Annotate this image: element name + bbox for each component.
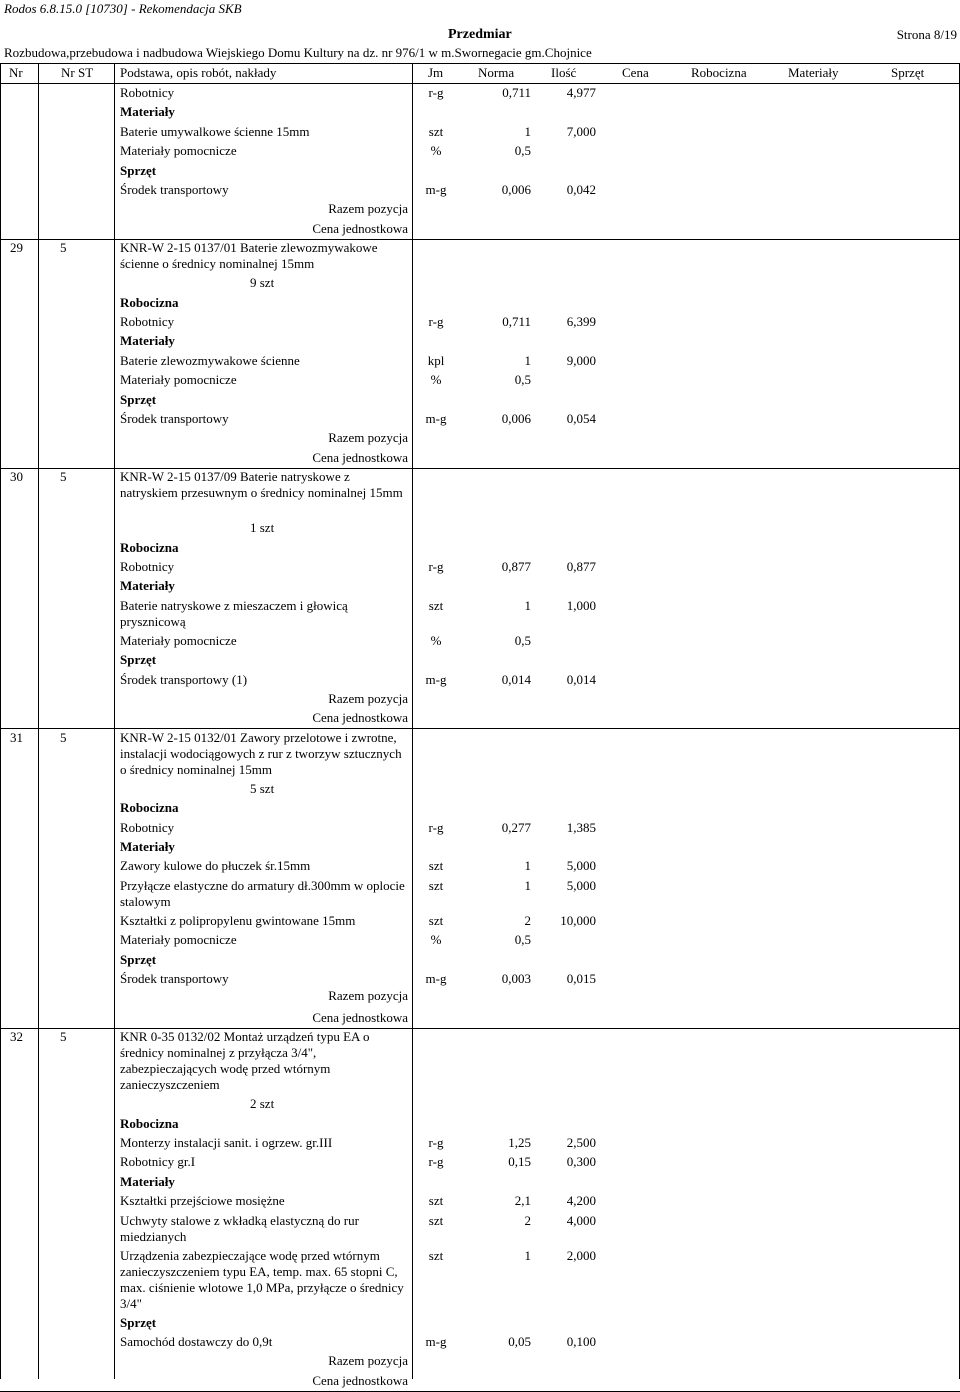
quantity-value: 5,000 <box>566 877 596 893</box>
col-header-jm: Jm <box>428 65 444 80</box>
norm-value: 0,014 <box>501 671 531 687</box>
resource-name: Robotnicy <box>120 819 175 835</box>
norm-value: 1 <box>524 352 531 368</box>
unit: r-g <box>428 819 444 835</box>
col-divider <box>412 63 413 1379</box>
quantity-value: 6,399 <box>566 314 596 329</box>
quantity-value: 4,200 <box>566 1193 596 1209</box>
position-quantity: 1 szt <box>250 520 275 536</box>
quantity-value: 1,385 <box>566 819 596 835</box>
position-st: 5 <box>60 1029 67 1045</box>
resource-name: Baterie natryskowe z mieszaczem i głowicą prysznicową <box>120 597 348 629</box>
table-top-border <box>0 63 960 64</box>
table-header-border <box>0 83 960 84</box>
quantity-value: 9,000 <box>566 352 596 368</box>
section-label: Sprzęt <box>120 162 157 178</box>
norm-value: 0,5 <box>514 143 531 159</box>
quantity-value: 1,000 <box>566 597 596 613</box>
summary-label: Razem pozycja <box>328 201 408 217</box>
resource-name: Zawory kulowe do płuczek śr.15mm <box>120 858 311 874</box>
norm-value: 0,15 <box>508 1154 531 1170</box>
col-header-sprzet: Sprzęt <box>891 65 925 80</box>
norm-value: 1 <box>524 123 531 139</box>
quantity-value: 0,100 <box>566 1334 596 1349</box>
unit: kpl <box>427 352 445 368</box>
unit: % <box>430 932 442 948</box>
unit: r-g <box>428 559 444 574</box>
norm-value: 0,711 <box>502 314 531 329</box>
quantity-value: 4,000 <box>566 1212 596 1228</box>
col-header-nr: Nr <box>9 65 23 80</box>
col-header-description: Podstawa, opis robót, nakłady <box>120 65 277 80</box>
unit: % <box>430 372 442 388</box>
quantity-value: 0,054 <box>566 411 596 426</box>
resource-name: Robotnicy <box>120 85 175 100</box>
col-divider <box>114 63 115 1379</box>
position-quantity: 5 szt <box>250 780 275 796</box>
norm-value: 0,277 <box>501 819 531 835</box>
resource-name: Przyłącze elastyczne do armatury dł.300mm w oplocie stalowym <box>120 877 405 909</box>
section-label: Materiały <box>120 839 175 854</box>
quantity-value: 2,000 <box>566 1247 596 1263</box>
summary-label: Cena jednostkowa <box>312 449 408 465</box>
section-label: Sprzęt <box>120 951 157 967</box>
quantity-value: 0,042 <box>566 182 596 197</box>
quantity-value: 5,000 <box>566 858 596 874</box>
resource-name: Materiały pomocnicze <box>120 632 237 648</box>
position-description: KNR-W 2-15 0137/01 Baterie zlewozmywakowe ścienne o średnicy nominalnej 15mm <box>120 240 378 272</box>
quantity-value: 4,977 <box>566 85 596 100</box>
unit: szt <box>428 1212 444 1228</box>
resource-name: Środek transportowy <box>120 971 229 986</box>
position-st: 5 <box>60 469 67 485</box>
section-label: Robocizna <box>120 539 179 555</box>
resource-name: Robotnicy gr.I <box>120 1154 196 1170</box>
position-quantity: 2 szt <box>250 1096 275 1112</box>
section-label: Materiały <box>120 333 175 349</box>
unit: szt <box>428 912 444 928</box>
unit: m-g <box>425 971 447 986</box>
resource-name: Materiały pomocnicze <box>120 932 237 948</box>
norm-value: 0,003 <box>501 971 531 986</box>
position-description: KNR-W 2-15 0132/01 Zawory przelotowe i zwrotne, instalacji wodociągowych z rur z tworzyw sztucznych o średnicy nominalnej 15mm <box>120 729 402 777</box>
unit: szt <box>428 1193 444 1209</box>
unit: m-g <box>425 671 447 687</box>
col-header-cena: Cena <box>622 65 649 80</box>
resource-name: Robotnicy <box>120 559 175 574</box>
page-number: Strona 8/19 <box>896 27 957 42</box>
norm-value: 0,05 <box>508 1334 531 1349</box>
section-label: Robocizna <box>120 800 179 816</box>
section-label: Robocizna <box>120 1115 179 1131</box>
position-number: 31 <box>10 729 23 745</box>
resource-name: Materiały pomocnicze <box>120 372 237 388</box>
position-number: 30 <box>10 469 23 485</box>
resource-name: Baterie zlewozmywakowe ścienne <box>120 352 300 368</box>
quantity-value: 0,014 <box>566 671 596 687</box>
summary-label: Razem pozycja <box>328 691 408 706</box>
section-label: Sprzęt <box>120 1314 157 1330</box>
summary-label: Razem pozycja <box>328 988 408 1003</box>
position-description: KNR 0-35 0132/02 Montaż urządzeń typu EA o średnicy nominalnej z przyłącza 3/4", zabezpieczających wodę przed wtórnym zanieczyszczeniem <box>120 1029 370 1093</box>
section-label: Materiały <box>120 1173 175 1189</box>
position-number: 32 <box>10 1029 23 1045</box>
project-name: Rozbudowa,przebudowa i nadbudowa Wiejskiego Domu Kultury na dz. nr 976/1 w m.Swornegacie gm.Chojnice <box>4 45 592 60</box>
quantity-value: 0,300 <box>566 1154 596 1170</box>
col-header-ilosc: Ilość <box>551 65 577 80</box>
unit: szt <box>428 1247 444 1263</box>
summary-label: Cena jednostkowa <box>312 710 408 726</box>
quantity-value: 0,015 <box>566 971 596 986</box>
resource-name: Kształtki przejściowe mosiężne <box>120 1193 285 1209</box>
norm-value: 2 <box>524 912 531 928</box>
section-label: Robocizna <box>120 294 179 310</box>
summary-label: Razem pozycja <box>328 430 408 446</box>
norm-value: 0,006 <box>501 182 531 197</box>
norm-value: 2 <box>524 1212 531 1228</box>
resource-name: Materiały pomocnicze <box>120 143 237 159</box>
norm-value: 2,1 <box>514 1193 531 1209</box>
summary-label: Razem pozycja <box>328 1353 408 1369</box>
col-header-norma: Norma <box>478 65 515 80</box>
resource-name: Baterie umywalkowe ścienne 15mm <box>120 123 310 139</box>
position-st: 5 <box>60 729 67 745</box>
section-label: Sprzęt <box>120 391 157 407</box>
col-header-robocizna: Robocizna <box>691 65 747 80</box>
resource-name: Środek transportowy <box>120 182 229 197</box>
position-description: KNR-W 2-15 0137/09 Baterie natryskowe z natryskiem przesuwnym o średnicy nominalnej 15mm <box>120 469 403 501</box>
section-label: Materiały <box>120 104 175 120</box>
resource-name: Urządzenia zabezpieczające wodę przed wtórnym zanieczyszczeniem typu EA, temp. max. 65 stopni C, max. ciśnienie wlotowe 1,0 MPa, przyłącze o średnicy 3/4" <box>120 1247 404 1311</box>
resource-name: Uchwyty stalowe z wkładką elastyczną do rur miedzianych <box>120 1212 359 1244</box>
norm-value: 1 <box>524 1247 531 1263</box>
summary-label: Cena jednostkowa <box>312 220 408 236</box>
unit: m-g <box>425 1334 447 1349</box>
quantity-value: 7,000 <box>566 123 596 139</box>
norm-value: 1 <box>524 597 531 613</box>
unit: % <box>430 143 442 159</box>
quantity-value: 10,000 <box>560 912 596 928</box>
unit: r-g <box>428 1154 444 1170</box>
norm-value: 0,5 <box>514 372 531 388</box>
col-header-nr-st: Nr ST <box>61 65 94 80</box>
resource-name: Środek transportowy <box>120 411 229 426</box>
unit: m-g <box>425 411 447 426</box>
norm-value: 0,5 <box>514 932 531 948</box>
quantity-value: 0,877 <box>566 559 596 574</box>
norm-value: 1,25 <box>508 1135 531 1150</box>
col-divider <box>0 63 1 1379</box>
unit: r-g <box>428 85 444 100</box>
resource-name: Kształtki z polipropylenu gwintowane 15mm <box>120 912 356 928</box>
norm-value: 1 <box>524 877 531 893</box>
norm-value: 1 <box>524 858 531 874</box>
norm-value: 0,877 <box>501 559 531 574</box>
resource-name: Samochód dostawczy do 0,9t <box>120 1334 273 1349</box>
norm-value: 0,006 <box>501 411 531 426</box>
unit: szt <box>428 858 444 874</box>
unit: r-g <box>428 314 444 329</box>
summary-label: Cena jednostkowa <box>312 1372 408 1388</box>
app-title: Rodos 6.8.15.0 [10730] - Rekomendacja SKB <box>4 1 242 16</box>
resource-name: Robotnicy <box>120 314 175 329</box>
position-st: 5 <box>60 240 67 256</box>
col-divider <box>38 63 39 1379</box>
unit: szt <box>428 597 444 613</box>
section-label: Materiały <box>120 578 175 594</box>
position-number: 29 <box>10 240 23 256</box>
unit: szt <box>428 123 444 139</box>
unit: szt <box>428 877 444 893</box>
norm-value: 0,5 <box>514 632 531 648</box>
unit: r-g <box>428 1135 444 1150</box>
section-label: Sprzęt <box>120 652 157 668</box>
norm-value: 0,711 <box>502 85 531 100</box>
resource-name: Środek transportowy (1) <box>120 671 248 687</box>
summary-label: Cena jednostkowa <box>312 1009 408 1025</box>
col-header-materialy: Materiały <box>788 65 839 80</box>
quantity-value: 2,500 <box>566 1135 596 1150</box>
position-quantity: 9 szt <box>250 275 275 291</box>
unit: % <box>430 632 442 648</box>
resource-name: Monterzy instalacji sanit. i ogrzew. gr.III <box>120 1135 333 1150</box>
unit: m-g <box>425 182 447 197</box>
page-title: Przedmiar <box>448 27 512 42</box>
